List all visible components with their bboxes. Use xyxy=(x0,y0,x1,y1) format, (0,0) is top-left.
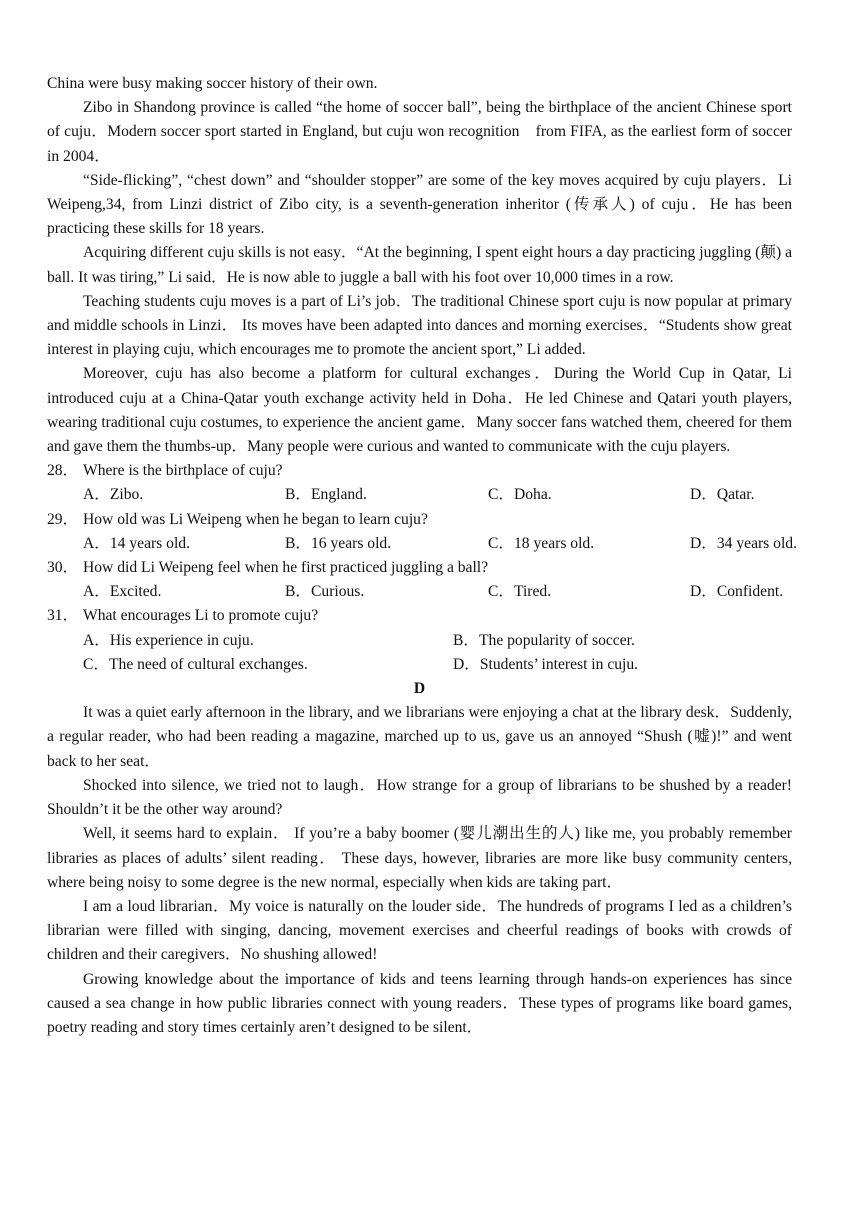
passage-c-paragraph-3: “Side-flicking”, “chest down” and “shoulder stopper” are some of the key moves acquired by cuju players．Li Weipeng,34, from Linzi district of Zibo city, is a seventh-generation inheritor (传承人) of cuju．He has been practicing these skills for 18 years. xyxy=(47,171,792,238)
passage-d-paragraph-3: Well, it seems hard to explain． If you’re a baby boomer (婴儿潮出生的人) like me, you probably remember libraries as places of adults’ silent reading． These days, however, libraries are more like busy community centers, where being noisy to some degree is the new normal, especially when kids are taking part． xyxy=(47,825,792,891)
question-text: What encourages Li to promote cuju? xyxy=(83,607,319,625)
passage-c-paragraph-5: Teaching students cuju moves is a part of Li’s job．The traditional Chinese sport cuju is now popular at primary and middle schools in Linzi． Its moves have been adapted into dances and morning exercises．“Students show great interest in playing cuju, which encourages me to promote the ancient sport,” Li added. xyxy=(47,292,792,359)
option-d: D．Qatar. xyxy=(690,486,755,504)
passage-c-paragraph-1: China were busy making soccer history of their own. xyxy=(47,75,378,92)
question-number: 30． xyxy=(47,559,79,577)
question-text: Where is the birthplace of cuju? xyxy=(83,462,283,480)
option-b: B．England. xyxy=(285,486,367,504)
option-c: C．The need of cultural exchanges. xyxy=(83,655,308,673)
option-c: C．18 years old. xyxy=(488,534,595,552)
question-number: 31． xyxy=(47,607,79,625)
question-number: 29． xyxy=(47,510,79,528)
option-d: D．34 years old. xyxy=(690,534,797,552)
option-d: D．Students’ interest in cuju. xyxy=(453,655,639,673)
option-a: A．Excited. xyxy=(83,583,162,601)
option-c: C．Doha. xyxy=(488,486,552,504)
option-a: A．His experience in cuju. xyxy=(83,631,254,649)
question-text: How did Li Weipeng feel when he first practiced juggling a ball? xyxy=(83,559,489,577)
option-b: B．16 years old. xyxy=(285,534,392,552)
passage-d-paragraph-1: It was a quiet early afternoon in the library, and we librarians were enjoying a chat at the library desk．Suddenly, a regular reader, who had been reading a magazine, marched up to us, gave us an annoyed “Shush (嘘)!” and went back to her seat． xyxy=(47,704,792,770)
option-c: C．Tired. xyxy=(488,583,552,601)
question-text: How old was Li Weipeng when he began to learn cuju? xyxy=(83,510,428,528)
section-heading-d: D xyxy=(413,680,426,698)
passage-d-paragraph-2: Shocked into silence, we tried not to laugh．How strange for a group of librarians to be shushed by a reader! Shouldn’t it be the other way around? xyxy=(47,776,792,819)
option-d: D．Confident. xyxy=(690,583,784,601)
option-b: B．The popularity of soccer. xyxy=(453,631,635,649)
question-number: 28． xyxy=(47,462,79,480)
question-31 xyxy=(47,604,792,677)
passage-c-paragraph-4: Acquiring different cuju skills is not easy．“At the beginning, I spent eight hours a day practicing juggling (颠) a ball. It was tiring,” Li said．He is now able to juggle a ball with his foot over 10,000 times in a row. xyxy=(47,244,792,286)
question-28 xyxy=(47,459,792,507)
exam-page xyxy=(47,72,797,1040)
question-29 xyxy=(47,508,797,556)
passage-c-paragraph-2: Zibo in Shandong province is called “the home of soccer ball”, being the birthplace of the ancient Chinese sport of cuju．Modern soccer sport started in England, but cuju won recognition from FIFA, as the earliest form of soccer in 2004． xyxy=(47,99,792,165)
option-a: A．14 years old. xyxy=(83,534,190,552)
question-30 xyxy=(47,556,792,604)
option-b: B．Curious. xyxy=(285,583,365,601)
passage-d-paragraph-4: I am a loud librarian．My voice is naturally on the louder side．The hundreds of programs I led as a children’s librarian were filled with singing, dancing, movement exercises and cheerful readings of books with crowds of children and their caregivers．No shushing allowed! xyxy=(47,897,792,964)
passage-d-paragraph-5: Growing knowledge about the importance of kids and teens learning through hands-on experiences has since caused a sea change in how public libraries connect with young readers．These types of programs like board games, poetry reading and story times certainly aren’t designed to be silent． xyxy=(47,970,792,1036)
option-a: A．Zibo. xyxy=(83,486,144,504)
passage-c-paragraph-6: Moreover, cuju has also become a platform for cultural exchanges．During the World Cup in Qatar, Li introduced cuju at a China-Qatar youth exchange activity held in Doha．He led Chinese and Qatari youth players, wearing traditional cuju costumes, to experience the ancient game．Many soccer fans watched them, cheered for them and gave them the thumbs-up．Many people were curious and wanted to communicate with the cuju players. xyxy=(47,365,792,456)
